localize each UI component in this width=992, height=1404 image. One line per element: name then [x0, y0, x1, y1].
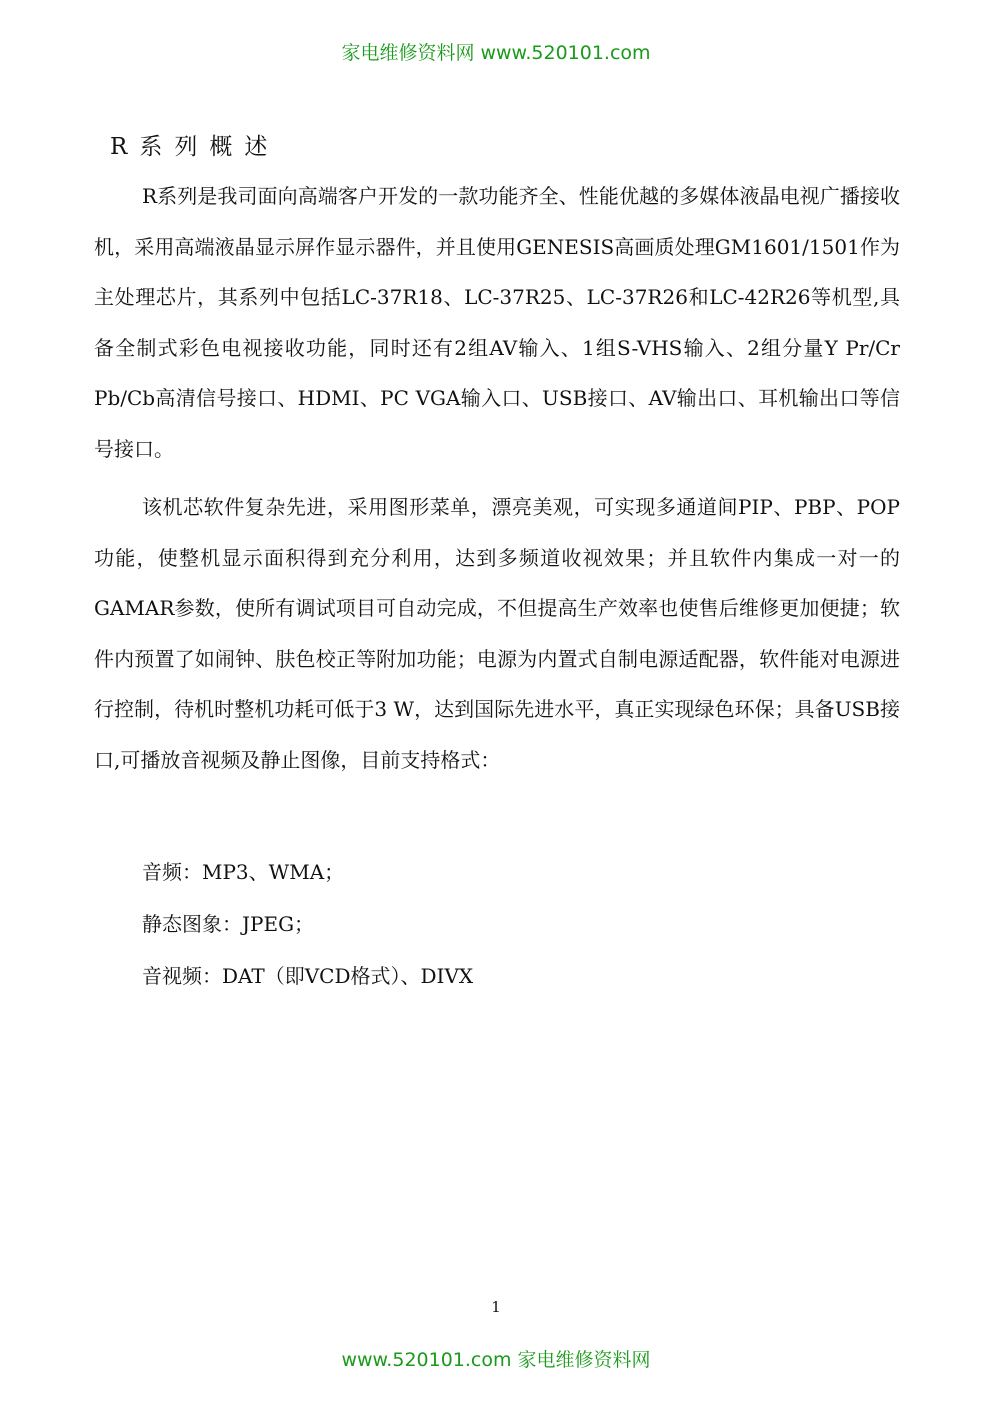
footer-watermark: www.520101.com 家电维修资料网 — [341, 1349, 651, 1371]
paragraph-1: R系列是我司面向高端客户开发的一款功能齐全、性能优越的多媒体液晶电视广播接收机，采用高端液晶显示屏作显示器件，并且使用GENESIS高画质处理GM1601/1501作为主处理芯片，其系列中包括LC-37R18、LC-37R25、LC-37R26和LC-42R26等机型,具备全制式彩色电视接收功能，同时还有2组AV输入、1组S-VHS输入、2组分量Y Pr/Cr Pb/Cb高清信号接口、HDMI、PC VGA输入口、USB接口、AV输出口、耳机输出口等信号接口。 — [94, 184, 900, 461]
document-title: R系列概述 — [110, 134, 280, 160]
supported-formats-list — [142, 846, 473, 1002]
paragraph-1-block — [94, 171, 900, 474]
paragraph-2-block — [94, 482, 900, 785]
format-still-image: 静态图象：JPEG； — [142, 912, 315, 936]
format-video: 音视频：DAT（即VCD格式）、DIVX — [142, 964, 474, 988]
format-audio: 音频：MP3、WMA； — [142, 860, 345, 884]
header-watermark: 家电维修资料网 www.520101.com — [341, 42, 651, 64]
paragraph-2: 该机芯软件复杂先进，采用图形菜单，漂亮美观，可实现多通道间PIP、PBP、POP功能，使整机显示面积得到充分利用，达到多频道收视效果；并且软件内集成一对一的GAMAR参数，使所有调试项目可自动完成，不但提高生产效率也使售后维修更加便捷；软件内预置了如闹钟、肤色校正等附加功能；电源为内置式自制电源适配器，软件能对电源进行控制，待机时整机功耗可低于3 W，达到国际先进水平，真正实现绿色环保；具备USB接口,可播放音视频及静止图像，目前支持格式： — [94, 495, 900, 772]
page-number: 1 — [491, 1298, 501, 1316]
